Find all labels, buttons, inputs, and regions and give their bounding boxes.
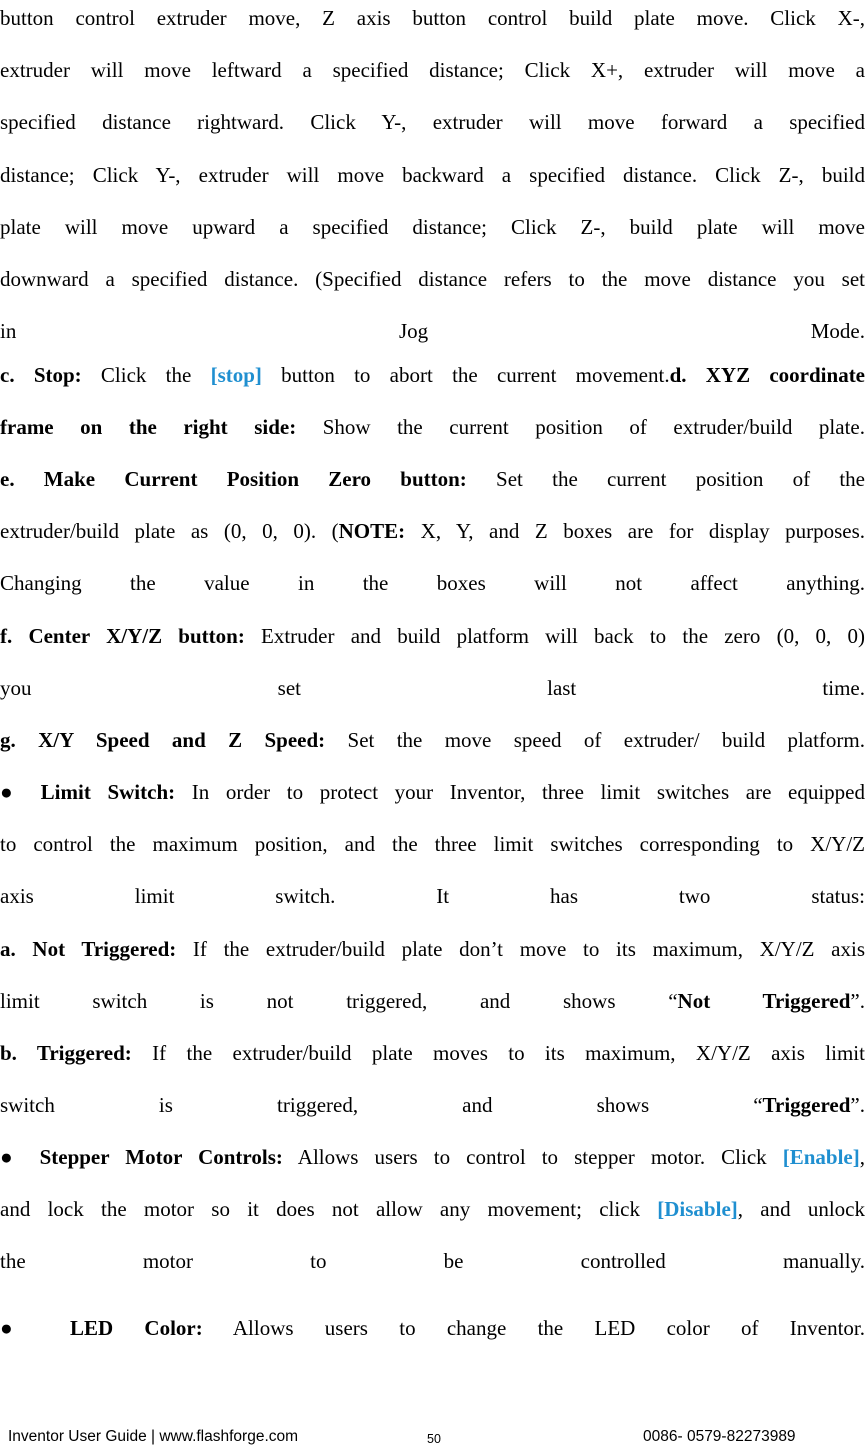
limit-switch-label: ● Limit Switch:: [0, 780, 176, 804]
speed-label: g. X/Y Speed and Z Speed:: [0, 728, 326, 752]
text-line: you set last time.: [0, 676, 865, 701]
limit-switch-paragraph: [0, 766, 865, 923]
text-line: extruder/build plate as (0, 0, 0). (NOTE: X, Y, and Z boxes are for display purposes.: [0, 519, 865, 544]
not-triggered-status: Not Triggered: [677, 989, 851, 1014]
text-line: g. X/Y Speed and Z Speed: Set the move speed of extruder/ build platform.: [0, 728, 865, 752]
text-line: downward a specified distance. (Specified distance refers to the move distance you set: [0, 267, 865, 292]
text-line: b. Triggered: If the extruder/build plate moves to its maximum, X/Y/Z axis limit: [0, 1041, 865, 1065]
text-line: to control the maximum position, and the three limit switches corresponding to X/Y/Z: [0, 832, 865, 857]
disable-button-ref: [Disable]: [657, 1197, 738, 1222]
enable-button-ref: [Enable]: [782, 1145, 860, 1169]
zero-button-paragraph: [0, 453, 865, 610]
speed-paragraph: [0, 714, 865, 766]
text-line: distance; Click Y-, extruder will move backward a specified distance. Click Z-, build: [0, 162, 865, 187]
page-footer: [0, 1428, 865, 1452]
text-line: c. Stop: Click the [stop] button to abort the current movement.d. XYZ coordinate: [0, 363, 865, 387]
text-line: plate will move upward a specified distance; Click Z-, build plate will move: [0, 214, 865, 239]
text-line: switch is triggered, and shows “Triggered”.: [0, 1093, 865, 1118]
triggered-status: Triggered: [762, 1093, 851, 1118]
text-line: frame on the right side: Show the current position of extruder/build plate.: [0, 415, 865, 440]
stepper-motor-paragraph: [0, 1131, 865, 1288]
text-line: ● Stepper Motor Controls: Allows users to control to stepper motor. Click [Enable],: [0, 1145, 865, 1169]
not-triggered-label: a. Not Triggered:: [0, 937, 177, 961]
footer-phone: 0086- 0579-82273989: [643, 1428, 796, 1445]
text-line: the motor to be controlled manually.: [0, 1249, 865, 1274]
text-line: extruder will move leftward a specified distance; Click X+, extruder will move a: [0, 58, 865, 83]
led-color-label: ● LED Color:: [0, 1316, 203, 1340]
page-number: 50: [427, 1432, 441, 1446]
text-line: limit switch is not triggered, and shows “Not Triggered”.: [0, 989, 865, 1014]
note-label: NOTE:: [338, 519, 406, 544]
zero-button-label: e. Make Current Position Zero button:: [0, 467, 467, 491]
jog-movement-paragraph: [0, 0, 865, 357]
center-button-label: f. Center X/Y/Z button:: [0, 624, 245, 648]
text-line: in Jog Mode.: [0, 319, 865, 344]
triggered-paragraph: [0, 1027, 865, 1131]
center-button-paragraph: [0, 610, 865, 714]
xyz-frame-label: d. XYZ coordinate: [669, 363, 865, 387]
stop-button-ref: [stop]: [210, 363, 262, 387]
stop-label: c. Stop:: [0, 363, 82, 387]
led-color-paragraph: [0, 1302, 865, 1354]
text-line: and lock the motor so it does not allow any movement; click [Disable], and unlock: [0, 1197, 865, 1222]
stepper-motor-label: ● Stepper Motor Controls:: [0, 1145, 283, 1169]
text-line: specified distance rightward. Click Y-, extruder will move forward a specified: [0, 110, 865, 135]
text-line: Changing the value in the boxes will not affect anything.: [0, 571, 865, 596]
footer-guide-title: Inventor User Guide | www.flashforge.com: [8, 1428, 299, 1445]
text-line: e. Make Current Position Zero button: Set the current position of the: [0, 467, 865, 491]
triggered-label: b. Triggered:: [0, 1041, 132, 1065]
not-triggered-paragraph: [0, 923, 865, 1027]
text-line: f. Center X/Y/Z button: Extruder and build platform will back to the zero (0, 0, 0): [0, 624, 865, 648]
text-line: button control extruder move, Z axis button control build plate move. Click X-,: [0, 6, 865, 30]
text-line: axis limit switch. It has two status:: [0, 884, 865, 909]
text-line: ● Limit Switch: In order to protect your Inventor, three limit switches are equipped: [0, 780, 865, 804]
text-line: a. Not Triggered: If the extruder/build plate don’t move to its maximum, X/Y/Z axis: [0, 937, 865, 961]
stop-paragraph: [0, 349, 865, 453]
text-line: ● LED Color: Allows users to change the LED color of Inventor.: [0, 1316, 865, 1340]
